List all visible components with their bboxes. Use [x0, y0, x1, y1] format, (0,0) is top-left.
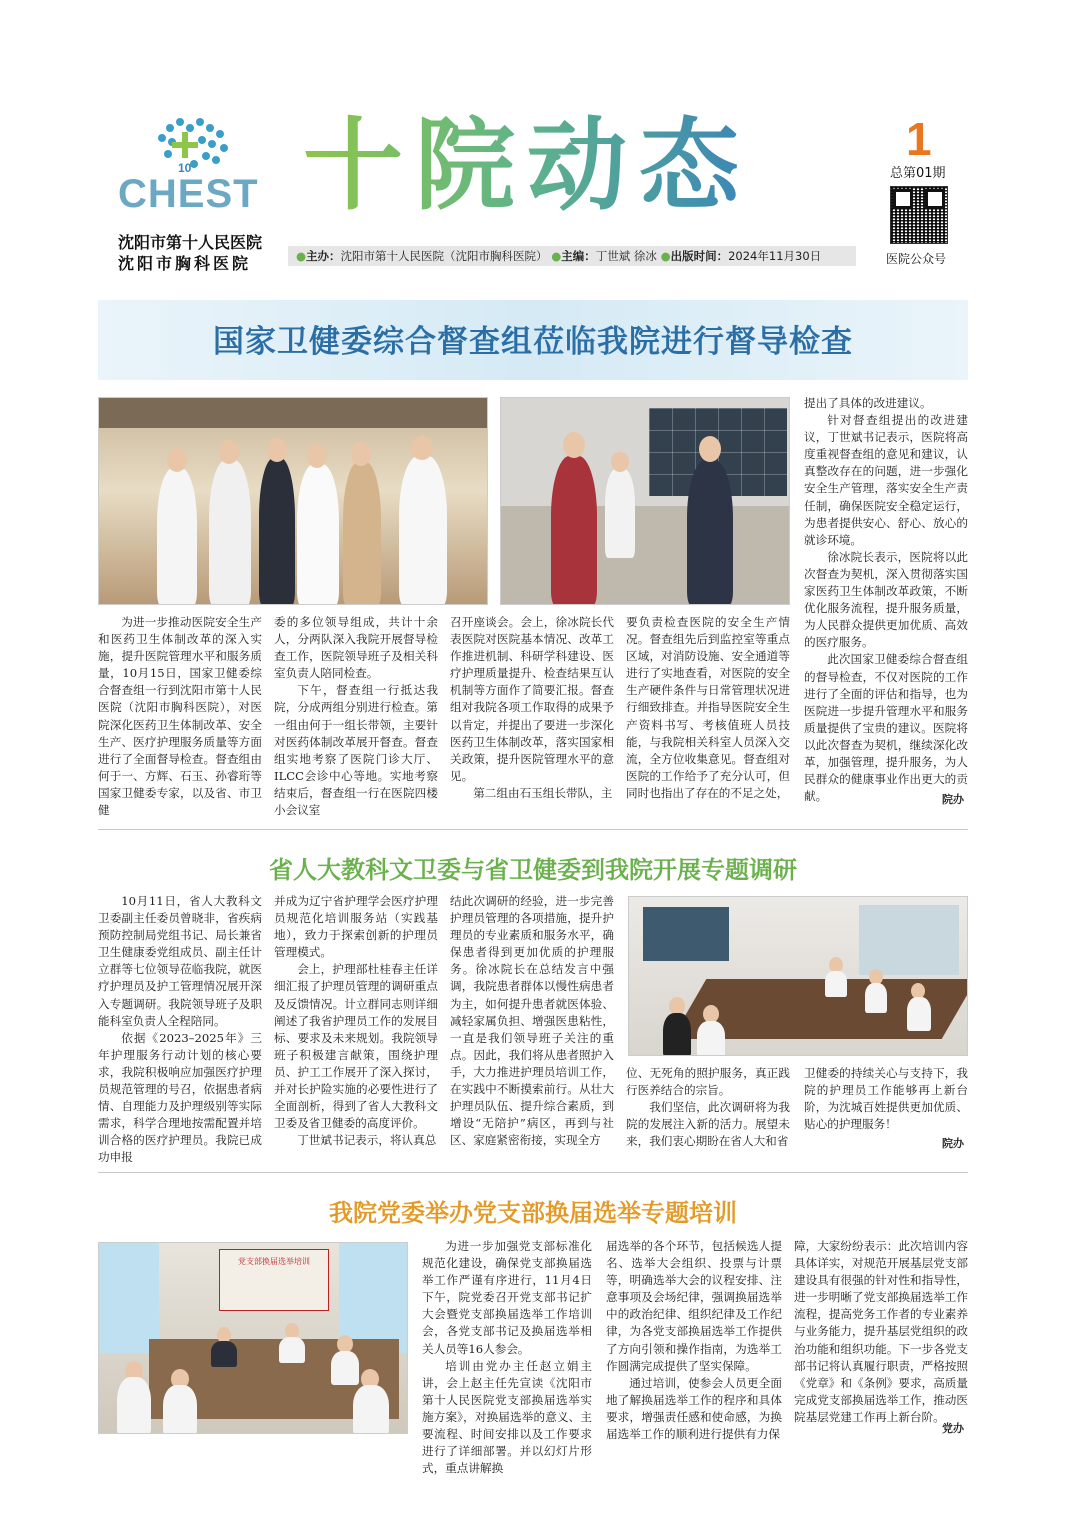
paragraph: 委的多位领导组成，共计十余人，分两队深入我院开展督导检查工作，医院领导班子及相关科室负责人陪同检查。 [274, 615, 438, 681]
paragraph: 培训由党办主任赵立娟主讲，会上赵主任先宣读《沈阳市第十人民医院党支部换届选举实施方案》，对换届选举的意义、主要流程、时间安排以及工作要求进行了详细部署。并以幻灯片形式，重点讲解换 [422, 1358, 592, 1476]
paragraph: 通过培训，使参会人员更全面地了解换届选举工作的程序和具体要求，增强责任感和使命感，为换届选举工作的顺利进行提供有力保 [606, 1375, 782, 1442]
bullet-icon: ● [551, 249, 562, 263]
paragraph: 第二组由石玉组长带队，主 [473, 785, 613, 800]
article1-column-2 [274, 614, 438, 819]
article3-column-1 [422, 1238, 592, 1477]
article1-headline: 国家卫健委综合督查组莅临我院进行督导检查 [213, 324, 853, 360]
newspaper-title: 十院动态 [303, 107, 751, 224]
paragraph: 针对督查组提出的改进建议，丁世斌书记表示，医院将高度重视督查组的意见和建议，认真整改存在的问题，进一步强化安全生产管理，落实安全生产责任制，确保医院安全稳定运行，为患者提供安心、舒心、放心的就诊环境。 [804, 413, 968, 547]
article2-column-1 [98, 893, 262, 1167]
article1-column-5 [804, 395, 968, 805]
hospital-logo-icon [150, 112, 240, 178]
hospital-name-secondary: 沈阳市胸科医院 [118, 254, 252, 273]
logo-number: 10 [178, 161, 192, 175]
article1-byline: 院办 [942, 793, 964, 806]
date-label: 出版时间： [670, 249, 729, 263]
section-divider [98, 829, 968, 830]
article1-photo-left [98, 397, 488, 605]
hospital-name-primary: 沈阳市第十人民医院 [118, 233, 263, 252]
paragraph: 10月11日，省人大教科文卫委副主任委员曾晓非，省疾病预防控制局党组书记、局长兼省卫生健康委党组成员、副主任计立群等七位领导莅临我院，就医疗护理员及护工管理情况展开深入专题调研。我院领导班子及职能科室负责人全程陪同。 [98, 894, 262, 1028]
masthead [98, 107, 968, 273]
paragraph: 提出了具体的改进建议。 [804, 396, 932, 410]
article1-column-3 [450, 614, 614, 802]
article2-column-2 [274, 893, 438, 1149]
article3-photo [98, 1242, 408, 1434]
article3-column-3 [794, 1238, 968, 1426]
paragraph: 丁世斌书记表示，将认真总 [297, 1133, 437, 1148]
paragraph: 徐冰院长表示，医院将以此次督查为契机，深入贯彻落实国家医药卫生体制改革政策，不断优化服务流程，提升服务质量，为人民群众提供更加优质、高效的医疗服务。 [804, 549, 968, 650]
bullet-icon: ● [660, 249, 671, 263]
article3-byline: 党办 [942, 1422, 964, 1435]
date-value: 2024年11月30日 [728, 249, 822, 263]
paragraph: 卫健委的持续关心与支持下，我院的护理员工作能够再上新台阶，为沈城百姓提供更加优质、贴心的护理服务！ [804, 1066, 968, 1132]
issue-total: 总第01期 [890, 166, 946, 181]
paragraph: 并成为辽宁省护理学会医疗护理员规范化培训服务站（实践基地），致力于探索创新的护理员管理模式。 [274, 894, 438, 960]
article2-column-3 [450, 893, 614, 1149]
article2-byline: 院办 [942, 1137, 964, 1150]
paragraph: 位、无死角的照护服务，真正践行医养结合的宗旨。 [626, 1066, 790, 1098]
paragraph: 届选举的各个环节，包括候选人提名、选举大会组织、投票与计票等，明确选举大会的议程安排、注意事项及会场纪律，强调换届选举中的政治纪律、组织纪律及工作纪律，为各党支部换届选举工作提供了方向引领和操作指南，为选举工作圆满完成提供了坚实保障。 [606, 1239, 782, 1373]
projector-screen-text: 党支部换届选举培训 [238, 1257, 310, 1266]
paragraph: 要负责检查医院的安全生产情况。督查组先后到监控室等重点区域，对消防设施、安全通道等进行了实地查看，对医院的安全生产硬件条件与日常管理状况进行细致排查。并指导医院安全生产资料书写、考核值班人员技能，与我院相关科室人员深入交流，全方位收集意见。督查组对医院的工作给予了充分认可，但同时也指出了存在的不足之处， [626, 615, 790, 800]
logo-text: CHEST [118, 172, 259, 216]
paragraph: 召开座谈会。会上，徐冰院长代表医院对医院基本情况、改革工作推进机制、科研学科建设、医疗护理质量提升、检查结果互认机制等方面作了简要汇报。督查组对我院各项工作取得的成果予以肯定，并提出了要进一步深化医药卫生体制改革，落实国家相关政策，提升医院管理水平的意见。 [450, 615, 614, 783]
paragraph: 结此次调研的经验，进一步完善护理员管理的各项措施，提升护理员的专业素质和服务水平，确保患者得到更加优质的护理服务。徐冰院长在总结发言中强调，我院患者群体以慢性病患者为主，如何提升患者就医体验、减轻家属负担、增强医患粘性，一直是我们领导班子关注的重点。因此，我们将从患者照护入手，大力推进护理员培训工作，在实践中不断摸索前行。从壮大护理员队伍、提升综合素质，到增设“无陪护”病区，再到与社区、家庭紧密衔接，实现全方 [450, 894, 614, 1148]
bullet-icon: ● [296, 249, 307, 263]
article1-column-1 [98, 614, 262, 819]
article2-column-4 [626, 1065, 790, 1150]
paragraph: 会上，护理部杜桂春主任详细汇报了护理员管理的调研重点及反馈情况。计立群同志则详细阐述了我省护理员工作的发展目标、要求及未来规划。我院领导班子积极建言献策，围绕护理员、护工工作展开了深入探讨，并对长护险实施的必要性进行了全面剖析，得到了省人大教科文卫委及省卫健委的高度评价。 [274, 962, 438, 1131]
paragraph: 下午，督查组一行抵达我院，分成两组分别进行检查。第一组由何于一组长带领，主要针对医药体制改革展开督查。督查组实地考察了医院门诊大厅、ILCC会诊中心等地。实地考察结束后，督查组一行在医院四楼小会议室 [274, 683, 438, 818]
qr-code-icon [890, 186, 948, 244]
issue-number: 1 [906, 113, 932, 165]
paragraph: 为进一步推动医院安全生产和医药卫生体制改革的深入实施，提升医院管理水平和服务质量，10月15日，国家卫健委综合督查组一行到沈阳市第十人民医院（沈阳市胸科医院），对医院深化医药卫生体制改革、安全生产、医疗护理服务质量等方面进行了全面督导检查。督查组由何于一、方辉、石玉、孙睿珩等国家卫健委专家，以及省、市卫健 [98, 615, 262, 818]
article2-headline: 省人大教科文卫委与省卫健委到我院开展专题调研 [269, 856, 797, 884]
editor-label: 主编： [561, 249, 596, 263]
article3-headline: 我院党委举办党支部换届选举专题培训 [329, 1199, 737, 1227]
article2-column-5 [804, 1065, 968, 1133]
qr-label: 医院公众号 [886, 252, 947, 266]
article2-photo [628, 896, 968, 1056]
article3-column-2 [606, 1238, 782, 1443]
host-value: 沈阳市第十人民医院（沈阳市胸科医院） [340, 249, 548, 263]
article1-photo-right [500, 397, 790, 605]
paragraph: 依据《2023–2025年》三年护理服务行动计划的核心要求，我院积极响应加强医疗护理员规范管理的号召，依据患者病情、自理能力及护理级别等实际需求，科学合理地按需配置并培训合格的医疗护理员。我院已成功申报 [98, 1030, 262, 1165]
article1-column-4 [626, 614, 790, 802]
editor-value: 丁世斌 徐冰 [595, 249, 657, 263]
section-divider [98, 1172, 968, 1173]
host-label: 主办： [306, 249, 341, 263]
article1-banner [98, 300, 968, 380]
paragraph: 我们坚信，此次调研将为我院的发展注入新的活力。展望未来，我们衷心期盼在省人大和省 [626, 1100, 790, 1149]
publication-info-bar [288, 246, 856, 266]
paragraph: 此次国家卫健委综合督查组的督导检查，不仅对医院的工作进行了全面的评估和指导，也为医院进一步提升管理水平和服务质量提供了宝贵的建议。医院将以此次督查为契机，继续深化改革，加强管理，提升服务，为人民群众的健康事业作出更大的贡献。 [804, 652, 968, 804]
paragraph: 障，大家纷纷表示：此次培训内容具体详实，对规范开展基层党支部建设具有很强的针对性和指导性，进一步明晰了党支部换届选举工作流程，提高党务工作者的专业素养与业务能力，提升基层党组织的政治功能和组织功能。下一步各党支部书记将认真履行职责，严格按照《党章》和《条例》要求，高质量完成党支部换届选举工作，推动医院基层党建工作再上新台阶。 [794, 1239, 968, 1424]
paragraph: 为进一步加强党支部标准化规范化建设，确保党支部换届选举工作严谨有序进行，11月4日下午，院党委召开党支部书记扩大会暨党支部换届选举工作培训会，各党支部书记及换届选举相关人员等16人参会。 [422, 1239, 592, 1356]
